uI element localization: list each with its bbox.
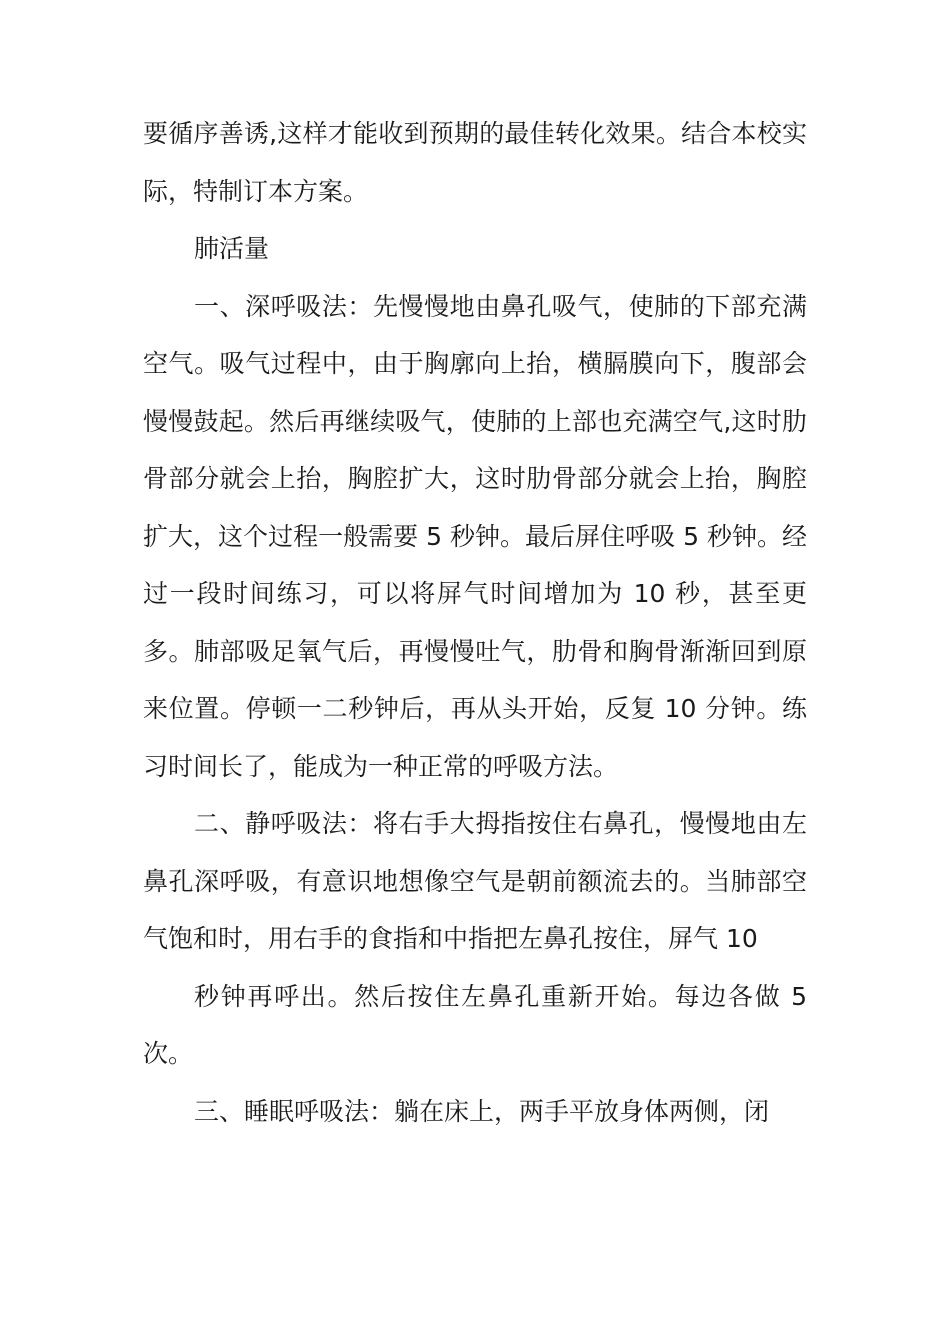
paragraph-deep-breathing: 一、深呼吸法：先慢慢地由鼻孔吸气，使肺的下部充满空气。吸气过程中，由于胸廓向上抬，横膈膜向下，腹部会慢慢鼓起。然后再继续吸气，使肺的上部也充满空气,这时肋骨部分就会上抬，胸腔扩大，这时肋骨部分就会上抬，胸腔扩大，这个过程一般需要 5 秒钟。最后屏住呼吸 5 秒钟。经过一段时间练习，可以将屏气时间增加为 10 秒，甚至更多。肺部吸足氧气后，再慢慢吐气，肋骨和胸骨渐渐回到原来位置。停顿一二秒钟后，再从头开始，反复 10 分钟。练习时间长了，能成为一种正常的呼吸方法。 [143,291,807,781]
paragraph-quiet-breathing: 二、静呼吸法：将右手大拇指按住右鼻孔，慢慢地由左鼻孔深呼吸，有意识地想像空气是朝前额流去的。当肺部空气饱和时，用右手的食指和中指把左鼻孔按住，屏气 10 [143,809,807,953]
paragraph-quiet-breathing-continued: 秒钟再呼出。然后按住左鼻孔重新开始。每边各做 5 次。 [143,981,807,1068]
section-heading-vital-capacity: 肺活量 [194,234,270,263]
body-text [143,105,807,1140]
paragraph-intro-continuation: 要循序善诱,这样才能收到预期的最佳转化效果。结合本校实际，特制订本方案。 [143,119,807,206]
paragraph-sleep-breathing: 三、睡眠呼吸法：躺在床上，两手平放身体两侧，闭 [194,1096,770,1126]
